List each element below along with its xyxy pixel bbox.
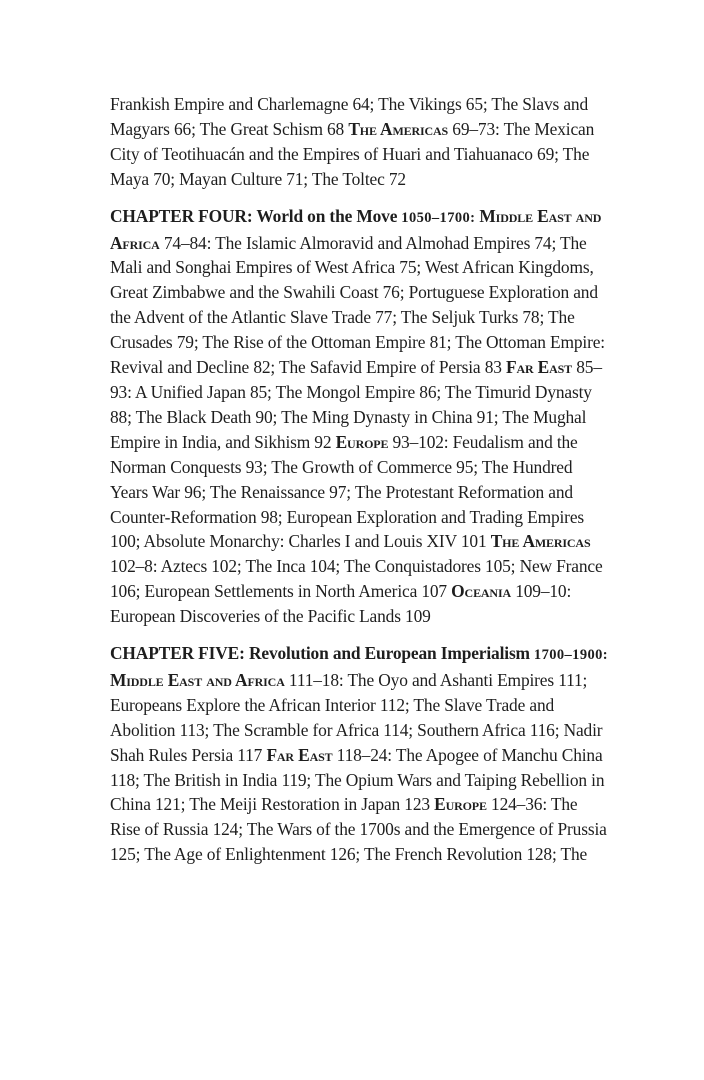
chapter-heading: CHAPTER FIVE: Revolution and European Imperialism (110, 643, 530, 664)
toc-page (110, 92, 610, 879)
toc-text: 69–73: The Mexican City of Teotihuacán and the Empires of Huari and Tiahuanaco 69; The Maya 70; Mayan Culture 71; The Toltec 72 (110, 118, 595, 189)
toc-text: 111–18: The Oyo and Ashanti Empires 111; Europeans Explore the African Interior 112; The Slave Trade and Abolition 113; The Scramble for Africa 114; Southern Africa 116; Nadir Shah Rules Persia 117 (110, 669, 603, 765)
toc-text: 124–36: The Rise of Russia 124; The Wars of the 1700s and the Emergence of Prussia 125; The Age of Enlightenment 126; The French Revolution 128; The (110, 794, 607, 865)
region-heading-europe: Europe (335, 431, 389, 452)
region-heading-europe: Europe (434, 794, 487, 815)
toc-paragraph-chapter-four (110, 204, 610, 629)
toc-paragraph-chapter-five (110, 641, 610, 867)
region-heading-middle-east-africa: Middle East and Africa (110, 205, 602, 253)
region-heading-oceania: Oceania (451, 581, 511, 602)
toc-text: 118–24: The Apogee of Manchu China 118; The British in India 119; The Opium Wars and Taiping Rebellion in China 121; The Meiji Restoration in Japan 123 (110, 744, 605, 815)
toc-text: Frankish Empire and Charlemagne 64; The Vikings 65; The Slavs and Magyars 66; The Great Schism 68 (110, 94, 589, 139)
toc-text: 93–102: Feudalism and the Norman Conquests 93; The Growth of Commerce 95; The Hundred Years War 96; The Renaissance 97; The Protestant Reformation and Counter-Reformation 98; European Exploration and Trading Empires 100; Absolute Monarchy: Charles I and Louis XIV 101 (110, 431, 585, 552)
region-heading-americas: The Americas (348, 118, 449, 139)
region-heading-americas: The Americas (490, 531, 591, 552)
toc-text: 109–10: European Discoveries of the Pacific Lands 109 (110, 581, 572, 627)
toc-text: 85–93: A Unified Japan 85; The Mongol Empire 86; The Timurid Dynasty 88; The Black Death 90; The Ming Dynasty in China 91; The Mughal Empire in India, and Sikhism 92 (110, 357, 602, 452)
toc-paragraph-continued (110, 92, 610, 192)
region-heading-middle-east-africa: Middle East and Africa (110, 669, 285, 690)
region-heading-far-east: Far East (505, 357, 573, 378)
toc-text: 74–84: The Islamic Almoravid and Almohad Empires 74; The Mali and Songhai Empires of West Africa 75; West African Kingdoms, Great Zimbabwe and the Swahili Coast 76; Portuguese Exploration and the Advent of the Atlantic Slave Trade 77; The Seljuk Turks 78; The Crusades 79; The Rise of the Ottoman Empire 81; The Ottoman Empire: Revival and Decline 82; The Safavid Empire of Persia 83 (110, 232, 605, 378)
toc-text: 102–8: Aztecs 102; The Inca 104; The Conquistadores 105; New France 106; European Settlements in North America 107 (110, 556, 603, 602)
chapter-heading: CHAPTER FOUR: World on the Move (110, 205, 398, 226)
region-heading-far-east: Far East (266, 744, 333, 765)
chapter-date-range: 1050–1700: (397, 209, 480, 226)
chapter-date-range: 1700–1900: (529, 647, 609, 664)
